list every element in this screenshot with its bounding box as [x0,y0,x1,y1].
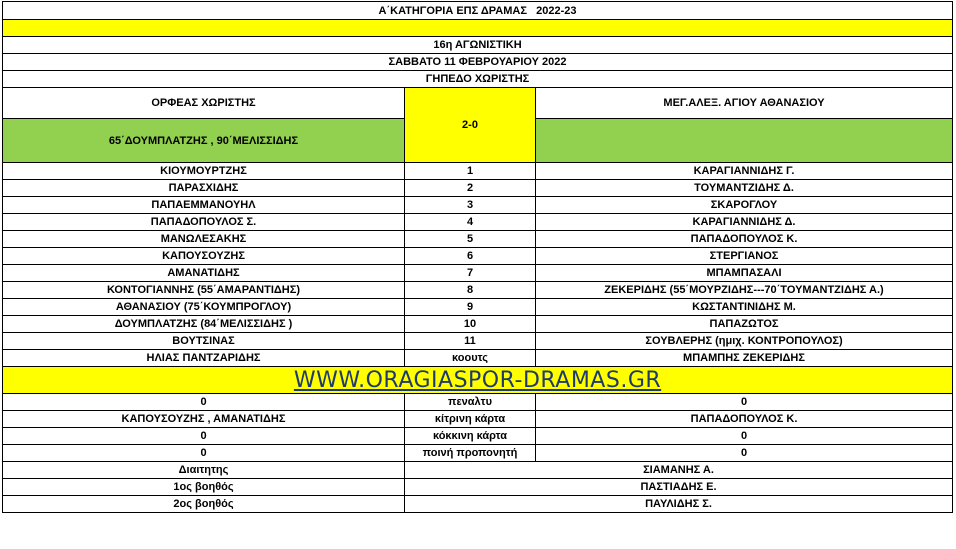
away-coach: ΜΠΑΜΠΗΣ ΖΕΚΕΡΙΔΗΣ [536,350,953,367]
home-player: ΔΟΥΜΠΛΑΤΖΗΣ (84΄ΜΕΛΙΣΣΙΔΗΣ ) [3,316,405,333]
away-stat: 0 [536,394,953,411]
shirt-number: 1 [405,163,536,180]
away-player: ΠΑΠΑΔΟΠΟΥΛΟΣ Κ. [536,231,953,248]
home-coach: ΗΛΙΑΣ ΠΑΝΤΖΑΡΙΔΗΣ [3,350,405,367]
official-row [3,462,953,479]
home-player: ΠΑΡΑΣΧΙΔΗΣ [3,180,405,197]
final-score: 2-0 [405,88,536,163]
home-player: ΠΑΠΑΕΜΜΑΝΟΥΗΛ [3,197,405,214]
date-row [3,54,953,71]
shirt-number: 9 [405,299,536,316]
away-player: ΤΟΥΜΑΝΤΖΙΔΗΣ Δ. [536,180,953,197]
stat-row [3,445,953,462]
home-stat: ΚΑΠΟΥΣΟΥΖΗΣ , ΑΜΑΝΑΤΙΔΗΣ [3,411,405,428]
home-team-name: ΟΡΦΕΑΣ ΧΩΡΙΣΤΗΣ [3,88,405,119]
lineup-row [3,282,953,299]
stat-label: ποινή προπονητή [405,445,536,462]
away-player: ΚΑΡΑΓΙΑΝΝΙΔΗΣ Δ. [536,214,953,231]
official-name: ΠΑΥΛΙΔΗΣ Σ. [405,496,953,513]
round-label: 16η ΑΓΩΝΙΣΤΙΚΗ [3,37,953,54]
stat-row [3,394,953,411]
shirt-number: 8 [405,282,536,299]
home-player: ΒΟΥΤΣΙΝΑΣ [3,333,405,350]
official-row [3,479,953,496]
yellow-spacer [3,20,953,37]
shirt-number: 6 [405,248,536,265]
lineup-row [3,214,953,231]
stat-label: κίτρινη κάρτα [405,411,536,428]
official-role: Διαιτητης [3,462,405,479]
home-stat: 0 [3,445,405,462]
teams-row [3,88,953,119]
away-scorers [536,119,953,163]
website-banner [3,367,953,394]
shirt-number: 4 [405,214,536,231]
coaches-row [3,350,953,367]
stat-row [3,428,953,445]
coach-label: κοουτς [405,350,536,367]
away-stat: 0 [536,428,953,445]
away-team-name: ΜΕΓ.ΑΛΕΞ. ΑΓΙΟΥ ΑΘΑΝΑΣΙΟΥ [536,88,953,119]
away-stat: 0 [536,445,953,462]
stat-label: κόκκινη κάρτα [405,428,536,445]
lineup-row [3,197,953,214]
away-player: ΚΑΡΑΓΙΑΝΝΙΔΗΣ Γ. [536,163,953,180]
away-player: ΖΕΚΕΡΙΔΗΣ (55΄ΜΟΥΡΖΙΔΗΣ---70΄ΤΟΥΜΑΝΤΖΙΔΗΣ Α.) [536,282,953,299]
home-player: ΠΑΠΑΔΟΠΟΥΛΟΣ Σ. [3,214,405,231]
lineup-row [3,231,953,248]
away-player: ΣΚΑΡΟΓΛΟΥ [536,197,953,214]
league-title: Α΄ΚΑΤΗΓΟΡΙΑ ΕΠΣ ΔΡΑΜΑΣ 2022-23 [3,2,953,20]
shirt-number: 3 [405,197,536,214]
website-row [3,367,953,394]
away-stat: ΠΑΠΑΔΟΠΟΥΛΟΣ Κ. [536,411,953,428]
home-player: ΜΑΝΩΛΕΣΑΚΗΣ [3,231,405,248]
home-player: ΑΘΑΝΑΣΙΟΥ (75΄ΚΟΥΜΠΡΟΓΛΟΥ) [3,299,405,316]
home-player: ΚΙΟΥΜΟΥΡΤΖΗΣ [3,163,405,180]
stat-row [3,411,953,428]
shirt-number: 7 [405,265,536,282]
away-player: ΚΩΣΤΑΝΤΙΝΙΔΗΣ Μ. [536,299,953,316]
official-name: ΠΑΣΤΙΑΔΗΣ Ε. [405,479,953,496]
away-player: ΣΟΥΒΛΕΡΗΣ (ημιχ. ΚΟΝΤΡΟΠΟΥΛΟΣ) [536,333,953,350]
official-row [3,496,953,513]
website-link[interactable]: WWW.ORAGIASPOR-DRAMAS.GR [293,367,662,393]
shirt-number: 11 [405,333,536,350]
round-row [3,37,953,54]
yellow-spacer-row [3,20,953,37]
match-report-table [2,1,953,513]
title-row [3,2,953,20]
lineup-row [3,248,953,265]
venue-row [3,71,953,88]
lineup-row [3,316,953,333]
venue-label: ΓΗΠΕΔΟ ΧΩΡΙΣΤΗΣ [3,71,953,88]
shirt-number: 10 [405,316,536,333]
home-player: ΚΟΝΤΟΓΙΑΝΝΗΣ (55΄ΑΜΑΡΑΝΤΙΔΗΣ) [3,282,405,299]
home-player: ΑΜΑΝΑΤΙΔΗΣ [3,265,405,282]
away-player: ΣΤΕΡΓΙΑΝΟΣ [536,248,953,265]
lineup-row [3,333,953,350]
home-stat: 0 [3,428,405,445]
lineup-row [3,265,953,282]
lineup-row [3,180,953,197]
shirt-number: 2 [405,180,536,197]
lineup-row [3,163,953,180]
away-player: ΜΠΑΜΠΑΣΑΛΙ [536,265,953,282]
home-scorers: 65΄ΔΟΥΜΠΛΑΤΖΗΣ , 90΄ΜΕΛΙΣΣΙΔΗΣ [3,119,405,163]
official-role: 2ος βοηθός [3,496,405,513]
official-name: ΣΙΑΜΑΝΗΣ Α. [405,462,953,479]
home-stat: 0 [3,394,405,411]
lineup-row [3,299,953,316]
official-role: 1ος βοηθός [3,479,405,496]
match-date: ΣΑΒΒΑΤΟ 11 ΦΕΒΡΟΥΑΡΙΟΥ 2022 [3,54,953,71]
stat-label: πεναλτυ [405,394,536,411]
away-player: ΠΑΠΑΖΩΤΟΣ [536,316,953,333]
shirt-number: 5 [405,231,536,248]
home-player: ΚΑΠΟΥΣΟΥΖΗΣ [3,248,405,265]
